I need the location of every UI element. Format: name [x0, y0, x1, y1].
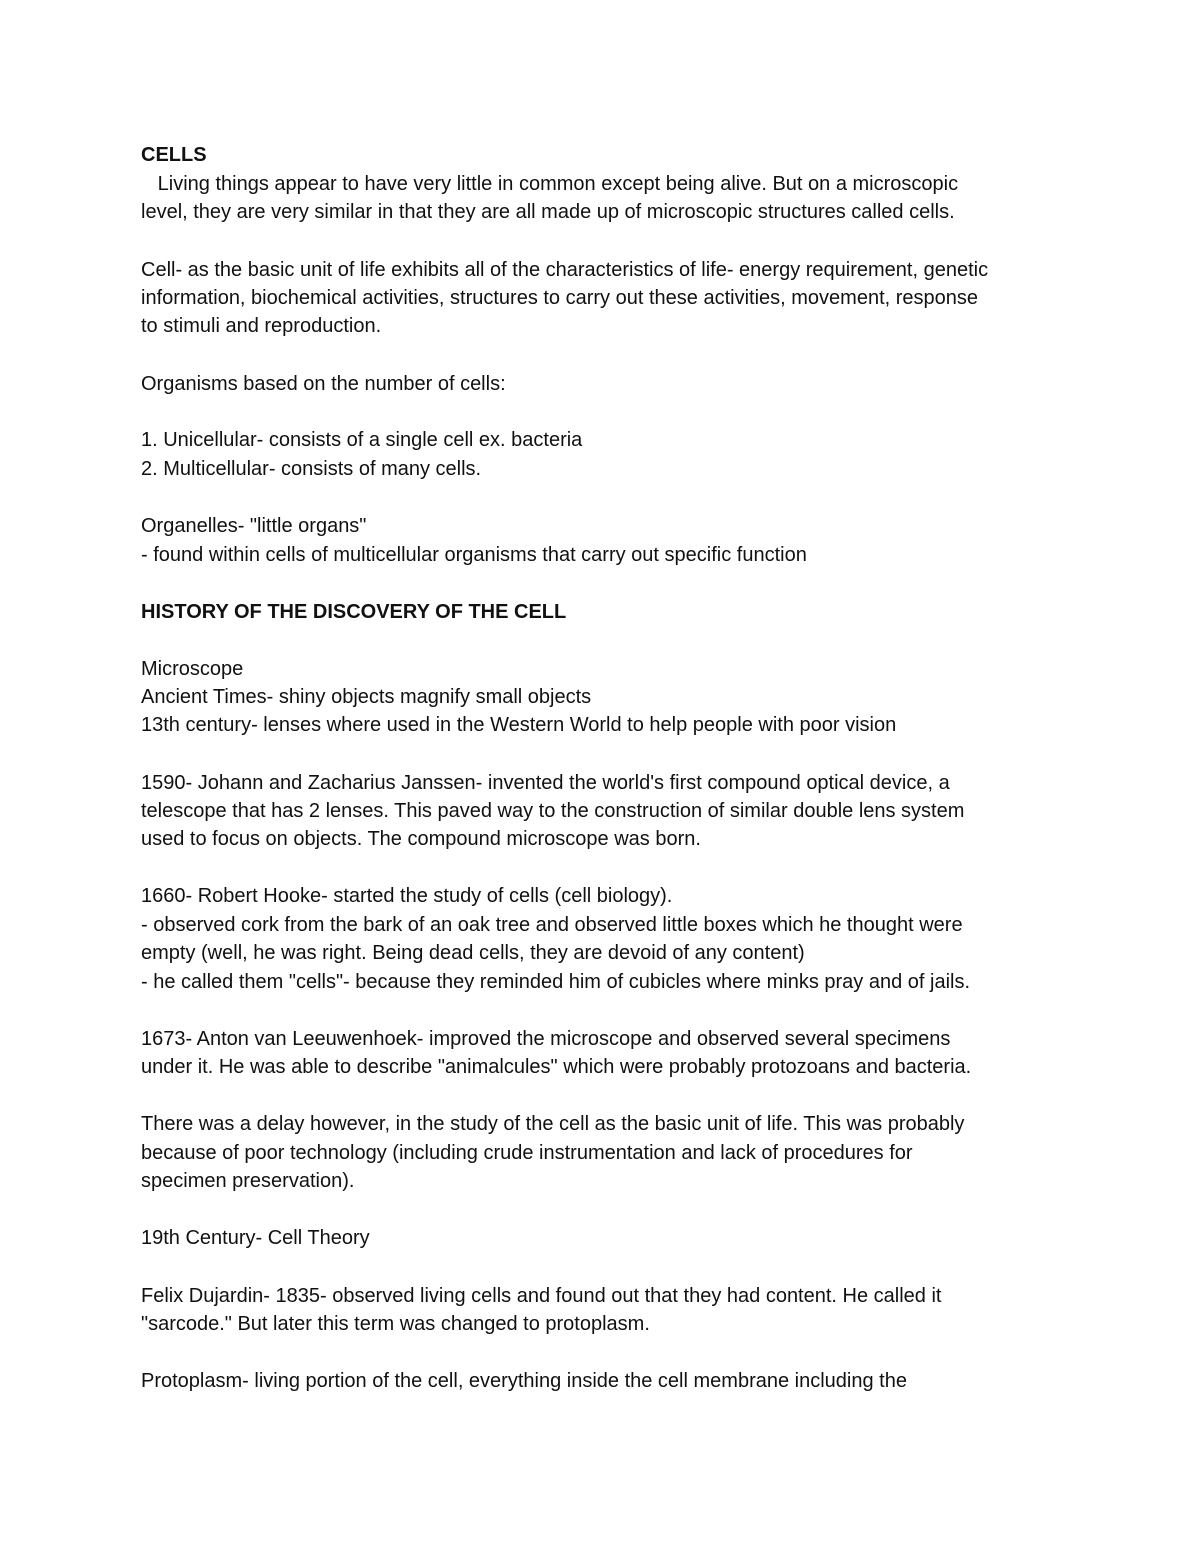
hooke-line-2: - observed cork from the bark of an oak tree and observed little boxes which he thought were [141, 914, 963, 936]
organisms-heading: Organisms based on the number of cells: [141, 373, 506, 395]
organisms-list-item-1: 1. Unicellular- consists of a single cell ex. bacteria [141, 429, 583, 451]
hooke-line-3: empty (well, he was right. Being dead cells, they are devoid of any content) [141, 942, 805, 964]
cell-definition-line-2: information, biochemical activities, structures to carry out these activities, movement, response [141, 287, 979, 309]
microscope-line-3: 13th century- lenses where used in the Western World to help people with poor vision [141, 714, 897, 736]
delay-line-3: specimen preservation). [141, 1170, 355, 1192]
organelles-line-1: Organelles- "little organs" [141, 515, 367, 537]
cell-theory-heading: 19th Century- Cell Theory [141, 1227, 370, 1249]
hooke-line-4: - he called them "cells"- because they reminded him of cubicles where minks pray and of jails. [141, 971, 971, 993]
delay-line-2: because of poor technology (including crude instrumentation and lack of procedures for [141, 1142, 913, 1164]
janssen-line-1: 1590- Johann and Zacharius Janssen- invented the world's first compound optical device, a [141, 772, 950, 794]
protoplasm-line: Protoplasm- living portion of the cell, everything inside the cell membrane including the [141, 1370, 907, 1392]
janssen-line-2: telescope that has 2 lenses. This paved way to the construction of similar double lens system [141, 800, 965, 822]
history-heading: HISTORY OF THE DISCOVERY OF THE CELL [141, 601, 567, 623]
page-title: CELLS [141, 144, 207, 166]
intro-line-1: Living things appear to have very little in common except being alive. But on a microscopic [141, 173, 959, 195]
cell-definition-line-1: Cell- as the basic unit of life exhibits all of the characteristics of life- energy requirement, genetic [141, 259, 989, 281]
hooke-line-1: 1660- Robert Hooke- started the study of cells (cell biology). [141, 885, 673, 907]
cell-definition-line-3: to stimuli and reproduction. [141, 315, 382, 337]
microscope-line-2: Ancient Times- shiny objects magnify small objects [141, 686, 592, 708]
organisms-list-item-2: 2. Multicellular- consists of many cells. [141, 458, 482, 480]
delay-line-1: There was a delay however, in the study of the cell as the basic unit of life. This was probably [141, 1113, 965, 1135]
leeuwenhoek-line-2: under it. He was able to describe "animalcules" which were probably protozoans and bacteria. [141, 1056, 972, 1078]
microscope-line-1: Microscope [141, 658, 244, 680]
leeuwenhoek-line-1: 1673- Anton van Leeuwenhoek- improved the microscope and observed several specimens [141, 1028, 951, 1050]
dujardin-line-2: "sarcode." But later this term was changed to protoplasm. [141, 1313, 650, 1335]
janssen-line-3: used to focus on objects. The compound microscope was born. [141, 828, 701, 850]
dujardin-line-1: Felix Dujardin- 1835- observed living cells and found out that they had content. He called it [141, 1285, 942, 1307]
organelles-line-2: - found within cells of multicellular organisms that carry out specific function [141, 544, 807, 566]
intro-line-2: level, they are very similar in that they are all made up of microscopic structures called cells. [141, 201, 955, 223]
